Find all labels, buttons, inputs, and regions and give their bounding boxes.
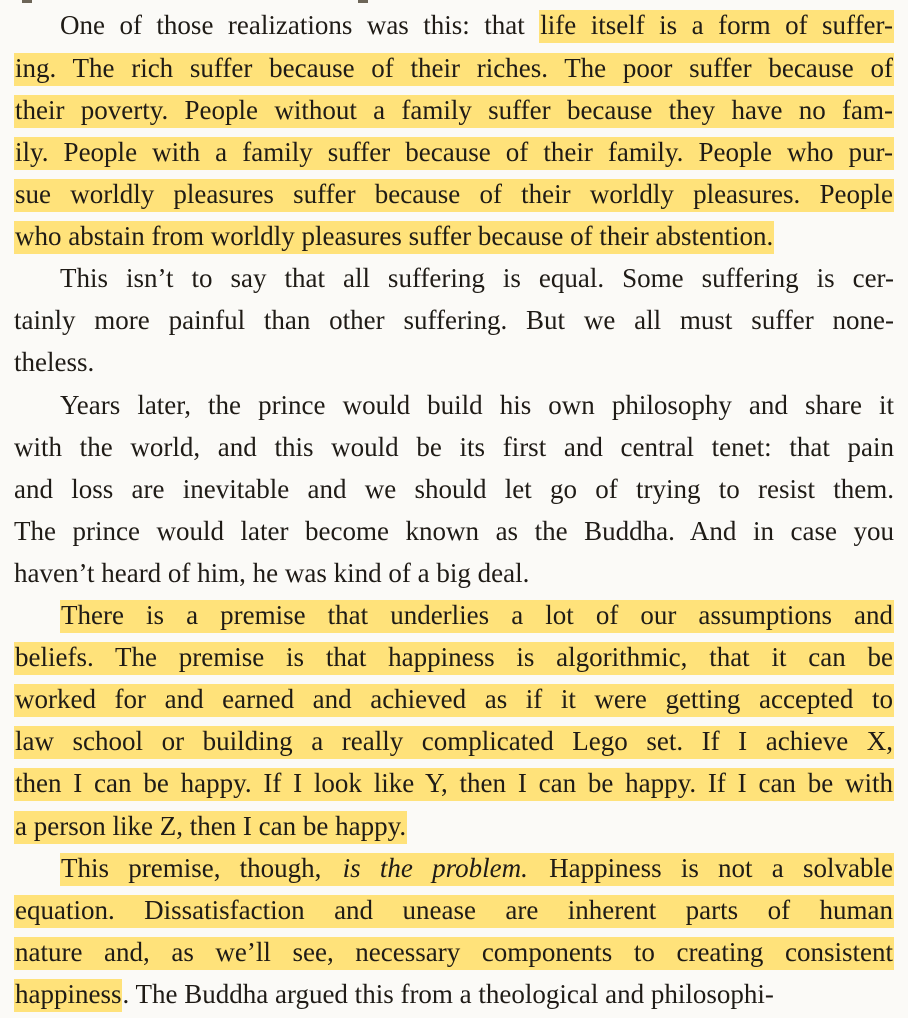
- cut-off-glyph-left: [22, 0, 32, 3]
- text-line: [14, 889, 894, 931]
- highlight: equation. Dissatisfaction and unease are inherent parts of human: [14, 895, 894, 928]
- text-line: and loss are inevitable and we should let go of trying to resist them.: [14, 474, 894, 504]
- text-line: This isn’t to say that all suffering is equal. Some suffering is cer-: [60, 263, 894, 293]
- text-line: tainly more painful than other suffering. But we all must suffer none-: [14, 305, 894, 335]
- text-line: [14, 173, 894, 215]
- text-line: [14, 762, 894, 804]
- highlight: There is a premise that underlies a lot of our assumptions and: [60, 600, 894, 633]
- highlight-italic: is the problem.: [342, 853, 529, 886]
- highlight: nature and, as we’ll see, necessary components to creating consistent: [14, 937, 894, 970]
- highlight: then I can be happy. If I look like Y, then I can be happy. If I can be with: [14, 768, 894, 801]
- text-line: The prince would later become known as the Buddha. And in case you: [14, 516, 894, 546]
- highlight: life itself is a form of suffer-: [539, 10, 894, 43]
- text-line: Years later, the prince would build his own philosophy and share it: [60, 390, 894, 420]
- text-line: [14, 931, 894, 973]
- highlight: law school or building a really complicated Lego set. If I achieve X,: [14, 726, 894, 759]
- text-line: One of those realizations was this: that life itself is a form of suffer-: [14, 4, 894, 46]
- highlight: who abstain from worldly pleasures suffer because of their abstention.: [14, 221, 774, 254]
- highlight: their poverty. People without a family suffer because they have no fam-: [14, 95, 894, 128]
- highlight: ing. The rich suffer because of their riches. The poor suffer because of: [14, 53, 894, 86]
- text-line: with the world, and this would be its first and central tenet: that pain: [14, 432, 894, 462]
- highlight: beliefs. The premise is that happiness is algorithmic, that it can be: [14, 642, 894, 675]
- highlight: ily. People with a family suffer because of their family. People who pur-: [14, 137, 894, 170]
- text-line: [14, 594, 894, 636]
- cut-off-glyph-right: [358, 0, 368, 3]
- highlight: Happiness is not a solvable: [529, 853, 894, 886]
- text-line: [14, 805, 894, 847]
- highlight: happiness: [14, 979, 122, 1012]
- highlight: This premise, though,: [60, 853, 342, 886]
- text-line: haven’t heard of him, he was kind of a big deal.: [14, 558, 530, 588]
- text-line: [14, 678, 894, 720]
- text-line: [14, 847, 894, 889]
- highlight: a person like Z, then I can be happy.: [14, 811, 407, 844]
- highlight: sue worldly pleasures suffer because of their worldly pleasures. People: [14, 179, 894, 212]
- text-line: [14, 636, 894, 678]
- text-line: happiness. The Buddha argued this from a theological and philosophi-: [14, 973, 894, 1015]
- text-line: [14, 47, 894, 89]
- text-line: [14, 131, 894, 173]
- highlight: worked for and earned and achieved as if it were getting accepted to: [14, 684, 894, 717]
- text-line: theless.: [14, 347, 95, 377]
- text-line: [14, 215, 894, 257]
- text-line: [14, 89, 894, 131]
- text-line: [14, 720, 894, 762]
